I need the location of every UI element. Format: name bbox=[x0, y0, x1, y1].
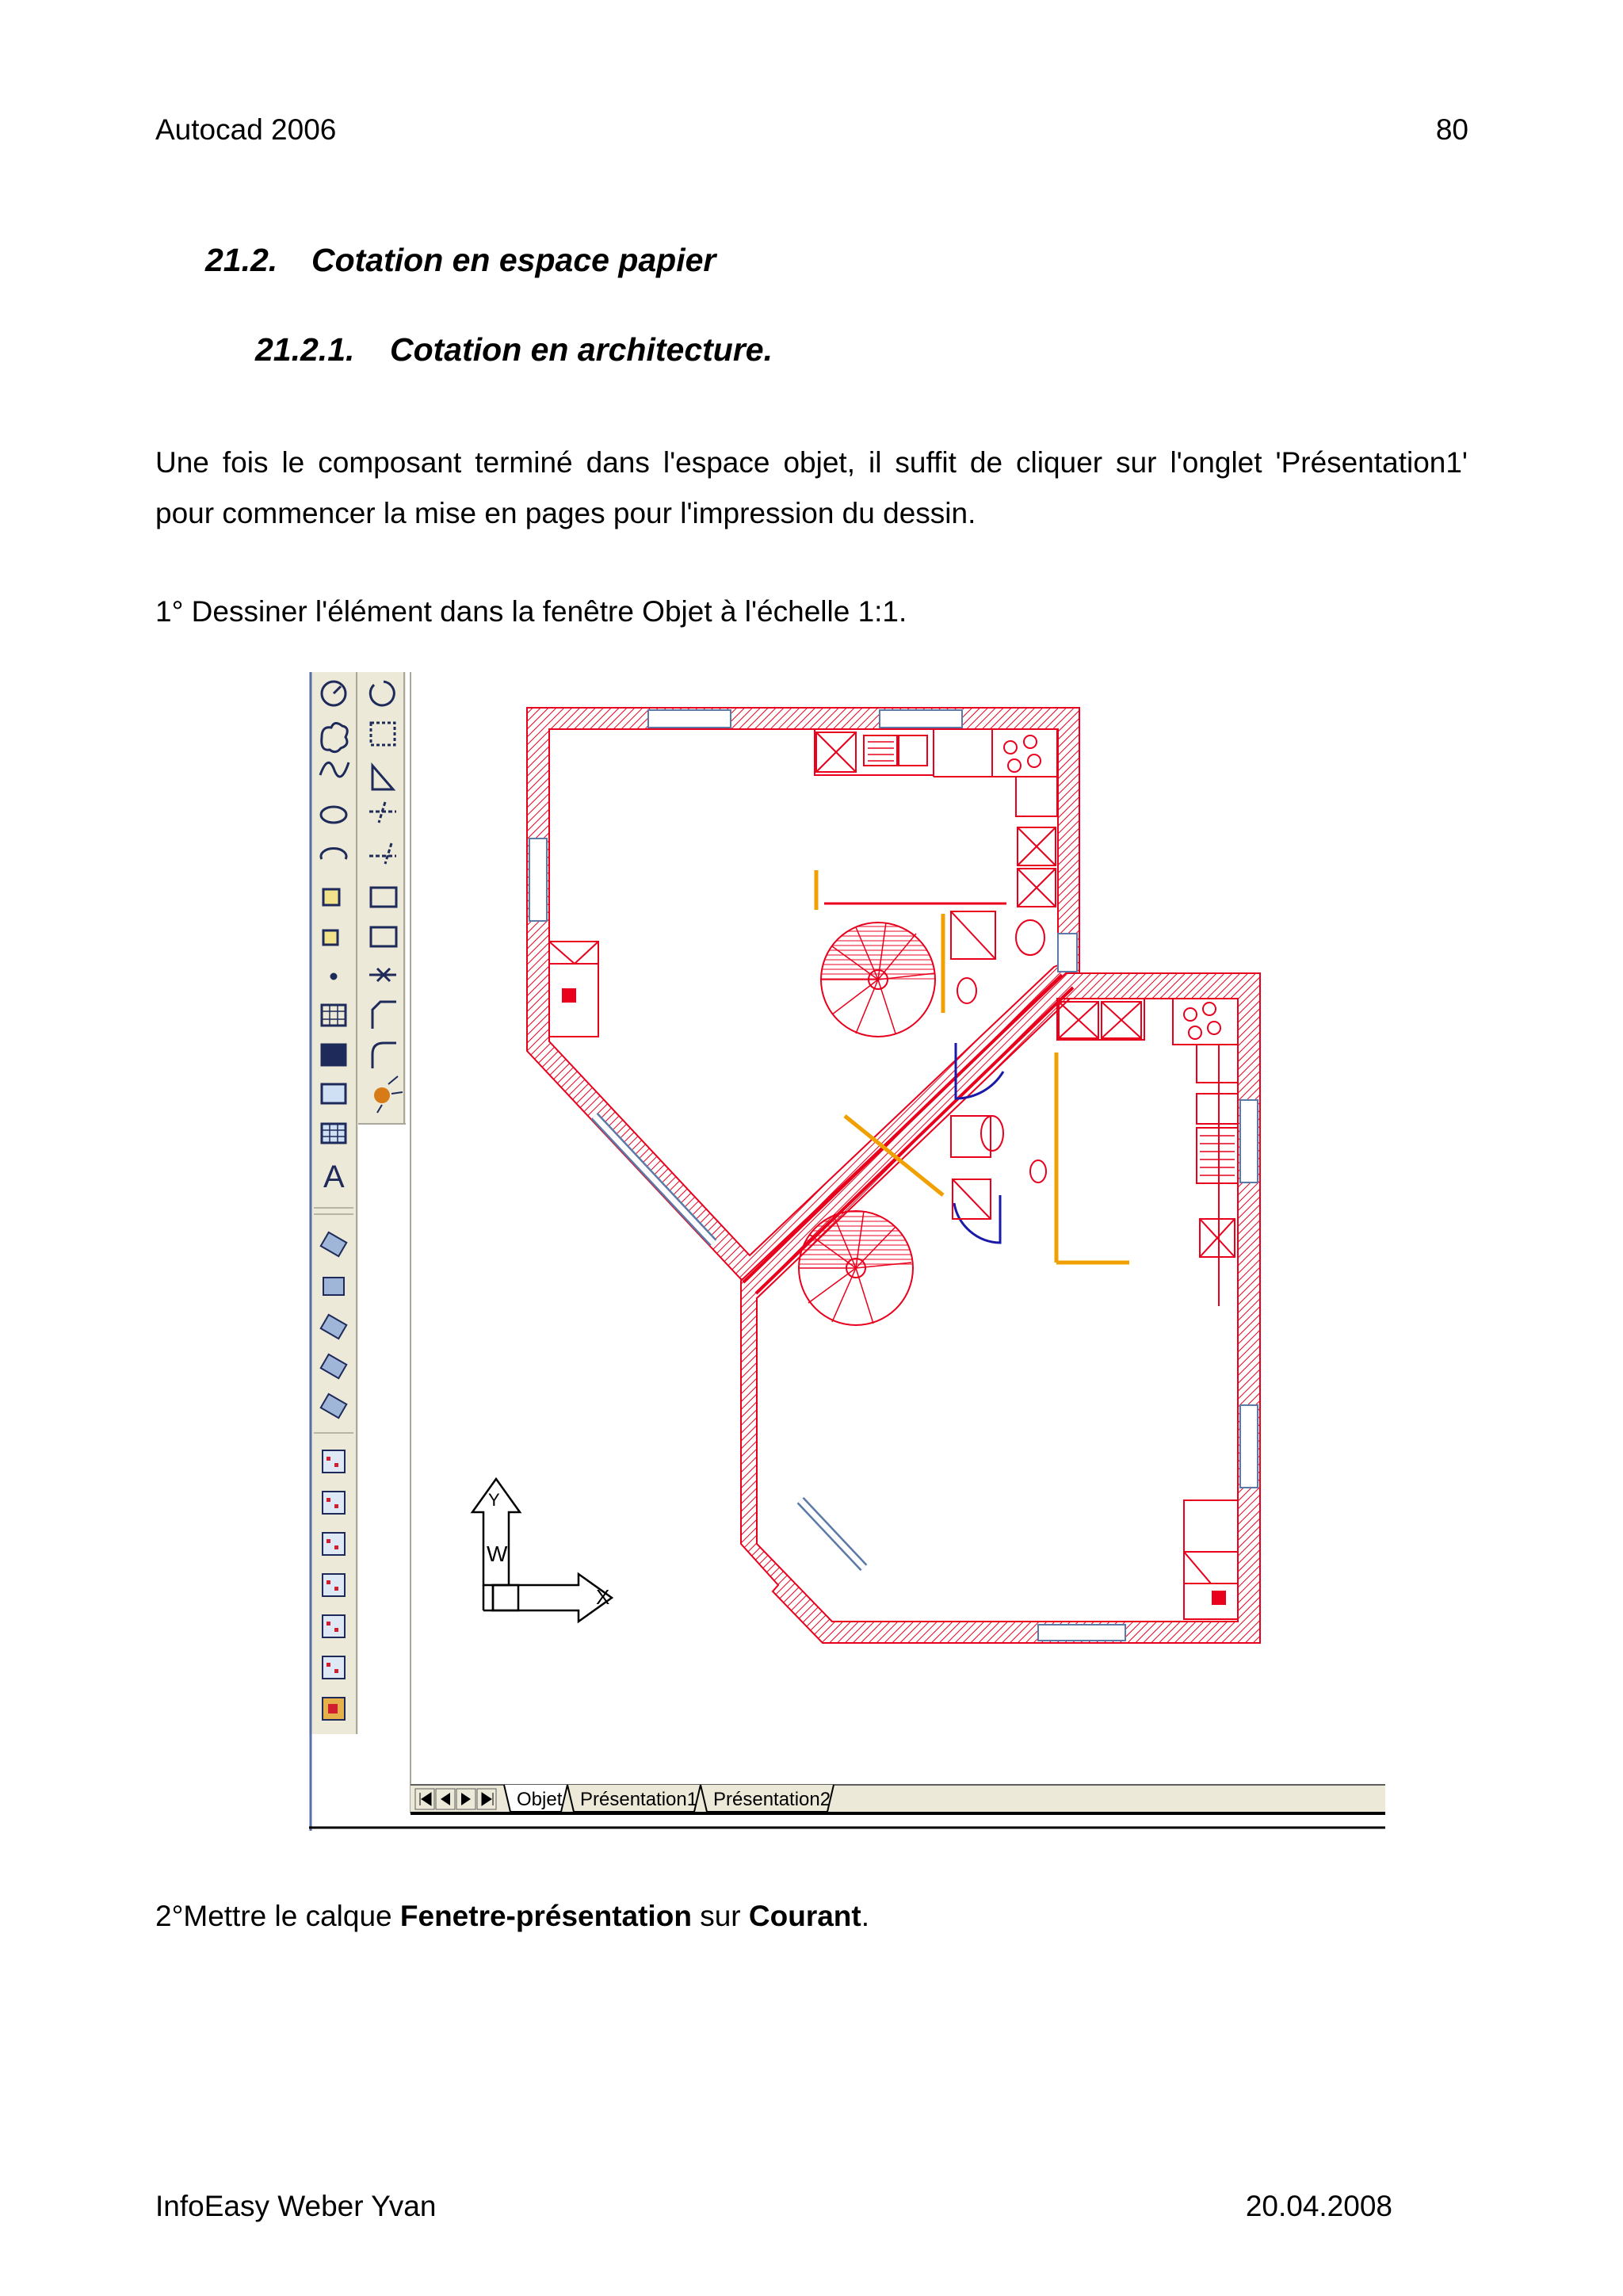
section-number: 21.2. bbox=[205, 242, 278, 278]
section-title: Cotation en espace papier bbox=[311, 242, 716, 278]
step-2-prefix: 2°Mettre le calque bbox=[155, 1900, 400, 1932]
footer-author: InfoEasy Weber Yvan bbox=[155, 2190, 437, 2222]
step-2-suffix: . bbox=[861, 1900, 869, 1932]
layer-state: Courant bbox=[748, 1900, 861, 1932]
point-icon[interactable] bbox=[331, 974, 336, 979]
ucs-y-label: Y bbox=[488, 1490, 500, 1510]
intro-line-1: Une fois le composant terminé dans l'espace objet, il suffit de cliquer sur l'onglet 'Présentation1' bbox=[155, 446, 1468, 479]
step-2-middle: sur bbox=[691, 1900, 749, 1932]
step-1: 1° Dessiner l'élément dans la fenêtre Objet à l'échelle 1:1. bbox=[155, 595, 907, 628]
mtext-icon[interactable]: A bbox=[323, 1159, 345, 1194]
insert-block-icon[interactable] bbox=[323, 889, 339, 905]
subsection-title: Cotation en architecture. bbox=[390, 331, 773, 368]
tab-nav-last-button[interactable] bbox=[477, 1789, 496, 1809]
subsection-number: 21.2.1. bbox=[255, 331, 355, 368]
gradient-icon[interactable] bbox=[322, 1045, 346, 1065]
svg-text:Présentation2: Présentation2 bbox=[713, 1789, 831, 1810]
floor-plan-drawing bbox=[527, 708, 1260, 1643]
ucs-x-label: X bbox=[596, 1585, 610, 1609]
table-icon[interactable] bbox=[322, 1124, 346, 1143]
tab-nav-prev-button[interactable] bbox=[436, 1789, 455, 1809]
tab-objet[interactable] bbox=[504, 1785, 567, 1812]
region-icon[interactable] bbox=[322, 1084, 346, 1103]
tab-nav-next-button[interactable] bbox=[456, 1789, 475, 1809]
make-block-icon[interactable] bbox=[323, 930, 338, 945]
tab-nav-first-button[interactable] bbox=[415, 1789, 434, 1809]
tab-presentation2[interactable] bbox=[701, 1785, 834, 1812]
layer-name: Fenetre-présentation bbox=[399, 1900, 692, 1932]
svg-text:Présentation1: Présentation1 bbox=[580, 1789, 698, 1810]
page-number: 80 bbox=[1435, 113, 1468, 146]
footer-date: 20.04.2008 bbox=[1245, 2190, 1392, 2222]
running-header: Autocad 2006 bbox=[155, 113, 337, 146]
tab-presentation1[interactable] bbox=[567, 1785, 701, 1812]
intro-line-2: pour commencer la mise en pages pour l'impression du dessin. bbox=[155, 497, 976, 529]
step-2 bbox=[155, 1891, 869, 1942]
svg-text:Objet: Objet bbox=[517, 1789, 563, 1810]
autocad-screenshot bbox=[309, 672, 1385, 1831]
ucs-w-label: W bbox=[487, 1541, 508, 1566]
